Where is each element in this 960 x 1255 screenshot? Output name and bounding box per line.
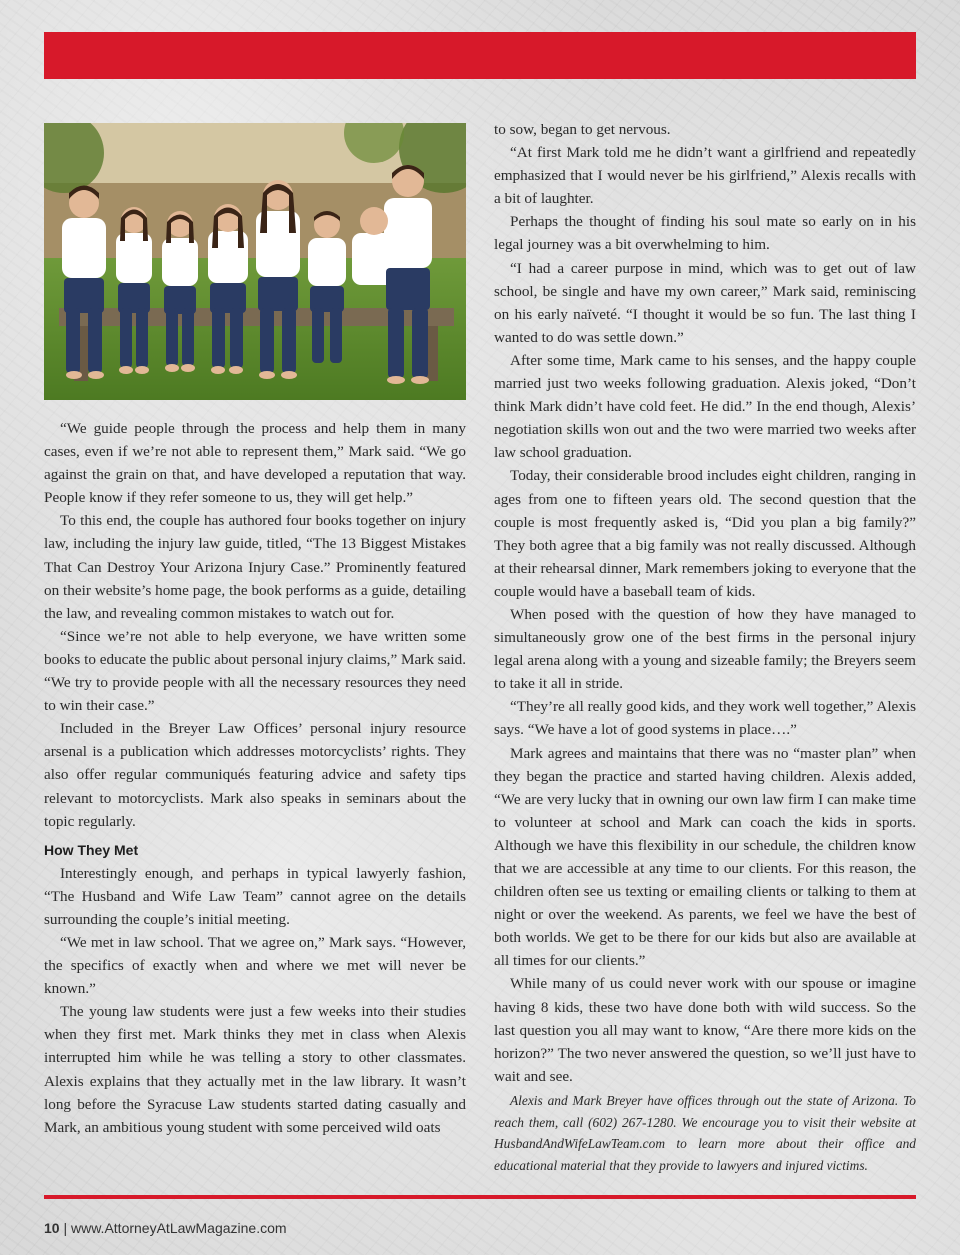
header-red-bar [44,32,916,79]
section-heading: How They Met [44,841,139,858]
paragraph: Today, their considerable brood includes eight children, ranging in ages from one to fifteen years old. The second question that the couple is most frequently asked is, “Did you plan a big family?” They both agree that a big family was not really discussed. Although at their rehearsal dinner, Mark remembers joking to everyone that the couple would have a baseball team of kids. [494,467,916,600]
family-photo [44,123,466,400]
paragraph: While many of us could never work with our spouse or imagine having 8 kids, these two have done both with wild success. So the last question you all may want to know, “Are there more kids on the horizon?” The two never answered the question, so we’ll just have to wait and see. [494,975,916,1085]
paragraph: “I had a career purpose in mind, which was to get out of law school, be single and have my own career,” Mark said, reminiscing on his early naïveté. “I thought it would be so fun. The last thing I wanted to do was settle down.” [494,259,916,346]
footer-red-rule [44,1195,916,1199]
paragraph: After some time, Mark came to his senses, and the happy couple married just two weeks following graduation. Alexis joked, “Don’t think Mark didn’t have cold feet. He did.” In the end though, Alexis’ negotiation skills won out and the two were married two weeks after law school graduation. [494,351,916,462]
footer-url[interactable]: www.AttorneyAtLawMagazine.com [71,1220,287,1236]
footer-separator: | [63,1220,68,1236]
page-number: 10 [44,1220,60,1236]
left-column [44,417,466,1139]
paragraph: “At first Mark told me he didn’t want a girlfriend and repeatedly emphasized that I would never be his girlfriend,” Alexis recalls with a bit of laughter. [494,144,916,208]
right-column [494,118,916,1176]
paragraph: When posed with the question of how they have managed to simultaneously grow one of the best firms in the personal injury legal arena along with a young and sizeable family; the Breyers seem to take it all in stride. [494,605,916,693]
family-photo-illustration [44,123,466,400]
paragraph: “We guide people through the process and help them in many cases, even if we’re not able to represent them,” Mark said. “We go against the grain on that, and have developed a reputation that way. People know if they refer someone to us, they will get help.” [44,420,466,507]
paragraph: to sow, began to get nervous. [494,121,671,138]
paragraph: Interestingly enough, and perhaps in typical lawyerly fashion, “The Husband and Wife Law Team” cannot agree on the details surrounding the couple’s initial meeting. [44,864,466,928]
paragraph: To this end, the couple has authored four books together on injury law, including the injury law guide, titled, “The 13 Biggest Mistakes That Can Destroy Your Arizona Injury Case.” Prominently featured on their website’s home page, the book performs as a guide, detailing the law, and revealing common mistakes to watch out for. [44,512,466,622]
paragraph: “They’re all really good kids, and they work well together,” Alexis says. “We have a lot of good systems in place….” [494,698,916,739]
page-footer [44,1220,287,1236]
paragraph: “Since we’re not able to help everyone, we have written some books to educate the public about personal injury claims,” Mark said. “We try to provide people with all the necessary resources they need to win their case.” [44,627,466,715]
paragraph: Perhaps the thought of finding his soul mate so early on in his legal journey was a bit overwhelming to him. [494,213,916,254]
paragraph: Included in the Breyer Law Offices’ personal injury resource arsenal is a publication which addresses motorcyclists’ rights. They also offer regular communiqués featuring advice and safety tips relevant to motorcyclists. Mark also speaks in seminars about the topic regularly. [44,720,466,830]
author-bio: Alexis and Mark Breyer have offices through out the state of Arizona. To reach them, call (602) 267-1280. We encourage you to visit their website at HusbandAndWifeLawTeam.com to learn more about their office and educational material that they provide to lawyers and injured victims. [494,1092,916,1173]
paragraph: Mark agrees and maintains that there was no “master plan” when they began the practice and started having children. Alexis added, “We are very lucky that in owning our own law firm I can make time to volunteer at school and Mark can coach the kids in sports. Although we have this flexibility in our schedule, the children know that we are accessible at any time to our clients. For this reason, the children often see us texting or emailing clients or talking to them at night or over the weekend. As parents, we feel we have the best of both worlds. We get to be there for our kids but also are available at all times for our clients.” [494,744,916,970]
paragraph: “We met in law school. That we agree on,” Mark says. “However, the specifics of exactly when and where we met will never be known.” [44,933,466,998]
paragraph: The young law students were just a few weeks into their studies when they first met. Mark thinks they met in class when Alexis interrupted him while he was telling a story to other classmates. Alexis explains that they actually met in the law library. It wasn’t long before the Syracuse Law students started dating casually and Mark, an ambitious young student with some perceived wild oats [44,1003,466,1136]
